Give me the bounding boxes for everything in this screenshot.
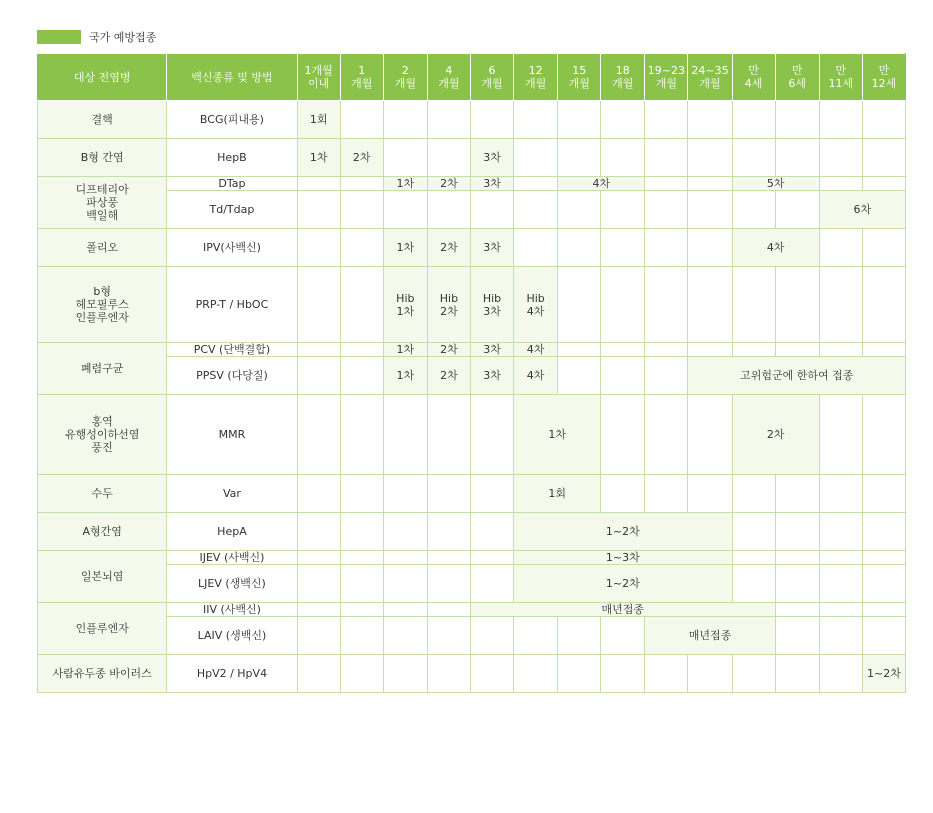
disease-cell: A형간염 [38, 513, 167, 551]
empty-cell [862, 513, 905, 551]
empty-cell [819, 343, 862, 357]
header-disease: 대상 전염병 [38, 54, 167, 101]
empty-cell [297, 603, 340, 617]
dose-cell: 1~2차 [514, 565, 732, 603]
empty-cell [775, 655, 819, 693]
empty-cell [514, 655, 558, 693]
empty-cell [514, 101, 558, 139]
empty-cell [383, 655, 427, 693]
dose-cell: 3차 [470, 139, 513, 177]
empty-cell [558, 229, 601, 267]
schedule-row [38, 617, 906, 655]
vaccine-cell: Var [167, 475, 297, 513]
empty-cell [775, 565, 819, 603]
empty-cell [688, 229, 732, 267]
dose-cell: 5차 [732, 177, 819, 191]
empty-cell [862, 395, 905, 475]
empty-cell [470, 191, 513, 229]
empty-cell [383, 191, 427, 229]
header-age: 만 4세 [732, 54, 775, 101]
header-age: 만 6세 [775, 54, 819, 101]
empty-cell [340, 513, 383, 551]
dose-cell: 3차 [470, 343, 513, 357]
empty-cell [297, 655, 340, 693]
empty-cell [775, 343, 819, 357]
empty-cell [340, 229, 383, 267]
dose-cell: 매년접종 [645, 617, 775, 655]
dose-cell: 4차 [558, 177, 645, 191]
header-age: 12 개월 [514, 54, 558, 101]
empty-cell [601, 139, 645, 177]
empty-cell [601, 475, 645, 513]
empty-cell [601, 229, 645, 267]
header-age: 24~35 개월 [688, 54, 732, 101]
empty-cell [340, 191, 383, 229]
empty-cell [340, 603, 383, 617]
header-age: 15 개월 [558, 54, 601, 101]
empty-cell [514, 191, 558, 229]
empty-cell [297, 229, 340, 267]
vaccine-cell: IPV(사백신) [167, 229, 297, 267]
header-age: 19~23 개월 [645, 54, 688, 101]
empty-cell [645, 475, 688, 513]
header-age: 18 개월 [601, 54, 645, 101]
dose-cell: 2차 [427, 229, 470, 267]
disease-cell: 홍역 유행성이하선염 풍진 [38, 395, 167, 475]
schedule-body [38, 101, 906, 693]
vaccine-cell: PPSV (다당질) [167, 357, 297, 395]
empty-cell [862, 565, 905, 603]
empty-cell [688, 139, 732, 177]
schedule-row [38, 395, 906, 475]
empty-cell [645, 343, 688, 357]
empty-cell [297, 395, 340, 475]
dose-cell: 2차 [427, 343, 470, 357]
dose-cell: 4차 [514, 343, 558, 357]
schedule-row [38, 513, 906, 551]
empty-cell [775, 617, 819, 655]
empty-cell [297, 475, 340, 513]
empty-cell [775, 475, 819, 513]
empty-cell [645, 229, 688, 267]
dose-cell: 1차 [514, 395, 601, 475]
empty-cell [732, 475, 775, 513]
dose-cell: 1차 [383, 357, 427, 395]
disease-cell: 일본뇌염 [38, 551, 167, 603]
empty-cell [383, 101, 427, 139]
empty-cell [340, 475, 383, 513]
header-vaccine: 백신종류 및 방법 [167, 54, 297, 101]
dose-cell: 3차 [470, 357, 513, 395]
empty-cell [427, 551, 470, 565]
vaccine-cell: DTap [167, 177, 297, 191]
vaccine-cell: MMR [167, 395, 297, 475]
empty-cell [732, 101, 775, 139]
empty-cell [862, 139, 905, 177]
schedule-row [38, 603, 906, 617]
empty-cell [601, 395, 645, 475]
empty-cell [558, 343, 601, 357]
vaccine-cell: LAIV (생백신) [167, 617, 297, 655]
empty-cell [819, 617, 862, 655]
dose-cell: 1차 [383, 229, 427, 267]
schedule-row [38, 191, 906, 229]
empty-cell [558, 139, 601, 177]
empty-cell [470, 655, 513, 693]
empty-cell [819, 139, 862, 177]
dose-cell: 1~3차 [514, 551, 732, 565]
empty-cell [383, 139, 427, 177]
dose-cell: 1차 [383, 177, 427, 191]
empty-cell [862, 603, 905, 617]
empty-cell [819, 101, 862, 139]
empty-cell [645, 395, 688, 475]
empty-cell [558, 267, 601, 343]
empty-cell [340, 267, 383, 343]
empty-cell [427, 617, 470, 655]
empty-cell [645, 177, 688, 191]
dose-cell: 1회 [514, 475, 601, 513]
empty-cell [732, 513, 775, 551]
vaccine-cell: HepB [167, 139, 297, 177]
empty-cell [470, 475, 513, 513]
empty-cell [819, 551, 862, 565]
empty-cell [732, 565, 775, 603]
schedule-row [38, 551, 906, 565]
empty-cell [688, 475, 732, 513]
vaccination-schedule-table [37, 53, 906, 693]
schedule-row [38, 565, 906, 603]
empty-cell [340, 395, 383, 475]
empty-cell [862, 267, 905, 343]
empty-cell [297, 191, 340, 229]
legend-swatch [37, 30, 81, 44]
schedule-row [38, 357, 906, 395]
empty-cell [558, 617, 601, 655]
vaccine-cell: HepA [167, 513, 297, 551]
empty-cell [297, 343, 340, 357]
empty-cell [775, 513, 819, 551]
schedule-row [38, 267, 906, 343]
empty-cell [340, 343, 383, 357]
empty-cell [732, 655, 775, 693]
empty-cell [601, 655, 645, 693]
empty-cell [427, 395, 470, 475]
empty-cell [819, 267, 862, 343]
empty-cell [427, 191, 470, 229]
empty-cell [732, 343, 775, 357]
empty-cell [601, 191, 645, 229]
empty-cell [383, 475, 427, 513]
dose-cell: 1차 [383, 343, 427, 357]
empty-cell [601, 357, 645, 395]
empty-cell [862, 101, 905, 139]
empty-cell [775, 139, 819, 177]
empty-cell [688, 343, 732, 357]
empty-cell [775, 551, 819, 565]
legend [37, 29, 156, 45]
empty-cell [297, 551, 340, 565]
empty-cell [470, 513, 513, 551]
empty-cell [427, 475, 470, 513]
empty-cell [383, 565, 427, 603]
empty-cell [297, 513, 340, 551]
disease-cell: 사람유두종 바이러스 [38, 655, 167, 693]
empty-cell [688, 267, 732, 343]
empty-cell [297, 177, 340, 191]
empty-cell [862, 617, 905, 655]
empty-cell [645, 655, 688, 693]
empty-cell [427, 655, 470, 693]
header-age: 만 11세 [819, 54, 862, 101]
empty-cell [427, 139, 470, 177]
dose-cell: 2차 [732, 395, 819, 475]
empty-cell [340, 101, 383, 139]
vaccine-cell: LJEV (생백신) [167, 565, 297, 603]
empty-cell [297, 565, 340, 603]
dose-cell: 1~2차 [862, 655, 905, 693]
disease-cell: 디프테리아 파상풍 백일해 [38, 177, 167, 229]
vaccine-cell: BCG(피내용) [167, 101, 297, 139]
empty-cell [775, 267, 819, 343]
empty-cell [427, 513, 470, 551]
header-row [38, 54, 906, 101]
empty-cell [340, 357, 383, 395]
empty-cell [645, 139, 688, 177]
header-age: 6 개월 [470, 54, 513, 101]
dose-cell: Hib 4차 [514, 267, 558, 343]
empty-cell [383, 513, 427, 551]
empty-cell [819, 603, 862, 617]
header-age: 만 12세 [862, 54, 905, 101]
disease-cell: 수두 [38, 475, 167, 513]
empty-cell [688, 395, 732, 475]
empty-cell [862, 551, 905, 565]
vaccine-cell: PRP-T / HbOC [167, 267, 297, 343]
dose-cell: 4차 [514, 357, 558, 395]
disease-cell: 결핵 [38, 101, 167, 139]
empty-cell [427, 565, 470, 603]
dose-cell: Hib 3차 [470, 267, 513, 343]
empty-cell [732, 191, 775, 229]
vaccine-cell: Td/Tdap [167, 191, 297, 229]
schedule-row [38, 229, 906, 267]
empty-cell [862, 177, 905, 191]
empty-cell [340, 617, 383, 655]
empty-cell [470, 101, 513, 139]
empty-cell [383, 603, 427, 617]
empty-cell [862, 343, 905, 357]
dose-cell: Hib 2차 [427, 267, 470, 343]
empty-cell [601, 101, 645, 139]
empty-cell [819, 177, 862, 191]
empty-cell [819, 395, 862, 475]
empty-cell [688, 191, 732, 229]
empty-cell [732, 139, 775, 177]
empty-cell [819, 229, 862, 267]
dose-cell: 1회 [297, 101, 340, 139]
dose-cell: 6차 [819, 191, 905, 229]
vaccine-cell: IIV (사백신) [167, 603, 297, 617]
vaccine-cell: HpV2 / HpV4 [167, 655, 297, 693]
empty-cell [427, 603, 470, 617]
dose-cell: 2차 [340, 139, 383, 177]
empty-cell [340, 565, 383, 603]
empty-cell [775, 603, 819, 617]
empty-cell [732, 551, 775, 565]
empty-cell [470, 565, 513, 603]
empty-cell [775, 101, 819, 139]
empty-cell [383, 617, 427, 655]
schedule-row [38, 101, 906, 139]
empty-cell [514, 229, 558, 267]
empty-cell [558, 191, 601, 229]
disease-cell: 인플루엔자 [38, 603, 167, 655]
schedule-row [38, 655, 906, 693]
header-age: 1개월 이내 [297, 54, 340, 101]
empty-cell [558, 655, 601, 693]
empty-cell [383, 551, 427, 565]
empty-cell [470, 395, 513, 475]
empty-cell [732, 267, 775, 343]
dose-cell: 3차 [470, 229, 513, 267]
empty-cell [340, 551, 383, 565]
empty-cell [819, 475, 862, 513]
empty-cell [514, 617, 558, 655]
header-age: 2 개월 [383, 54, 427, 101]
dose-cell: 2차 [427, 357, 470, 395]
empty-cell [645, 191, 688, 229]
empty-cell [688, 655, 732, 693]
empty-cell [601, 617, 645, 655]
empty-cell [514, 177, 558, 191]
empty-cell [862, 475, 905, 513]
dose-cell: 1차 [297, 139, 340, 177]
empty-cell [645, 101, 688, 139]
empty-cell [340, 655, 383, 693]
empty-cell [645, 357, 688, 395]
schedule-row [38, 475, 906, 513]
empty-cell [601, 343, 645, 357]
dose-cell: 고위험군에 한하여 접종 [688, 357, 906, 395]
disease-cell: 폐렴구균 [38, 343, 167, 395]
schedule-row [38, 343, 906, 357]
dose-cell: 4차 [732, 229, 819, 267]
empty-cell [297, 617, 340, 655]
dose-cell: Hib 1차 [383, 267, 427, 343]
empty-cell [819, 513, 862, 551]
header-age: 4 개월 [427, 54, 470, 101]
empty-cell [645, 267, 688, 343]
schedule-row [38, 139, 906, 177]
empty-cell [819, 565, 862, 603]
empty-cell [862, 229, 905, 267]
empty-cell [688, 101, 732, 139]
empty-cell [601, 267, 645, 343]
empty-cell [775, 191, 819, 229]
empty-cell [558, 101, 601, 139]
dose-cell: 3차 [470, 177, 513, 191]
empty-cell [470, 551, 513, 565]
empty-cell [427, 101, 470, 139]
vaccine-cell: IJEV (사백신) [167, 551, 297, 565]
empty-cell [470, 617, 513, 655]
disease-cell: b형 헤모필루스 인플루엔자 [38, 267, 167, 343]
empty-cell [297, 357, 340, 395]
empty-cell [819, 655, 862, 693]
empty-cell [558, 357, 601, 395]
dose-cell: 2차 [427, 177, 470, 191]
header-age: 1 개월 [340, 54, 383, 101]
vaccine-cell: PCV (단백결합) [167, 343, 297, 357]
empty-cell [514, 139, 558, 177]
empty-cell [383, 395, 427, 475]
legend-label: 국가 예방접종 [89, 31, 157, 44]
schedule-row [38, 177, 906, 191]
disease-cell: 폴리오 [38, 229, 167, 267]
empty-cell [297, 267, 340, 343]
empty-cell [340, 177, 383, 191]
disease-cell: B형 간염 [38, 139, 167, 177]
empty-cell [688, 177, 732, 191]
dose-cell: 매년접종 [470, 603, 775, 617]
dose-cell: 1~2차 [514, 513, 732, 551]
